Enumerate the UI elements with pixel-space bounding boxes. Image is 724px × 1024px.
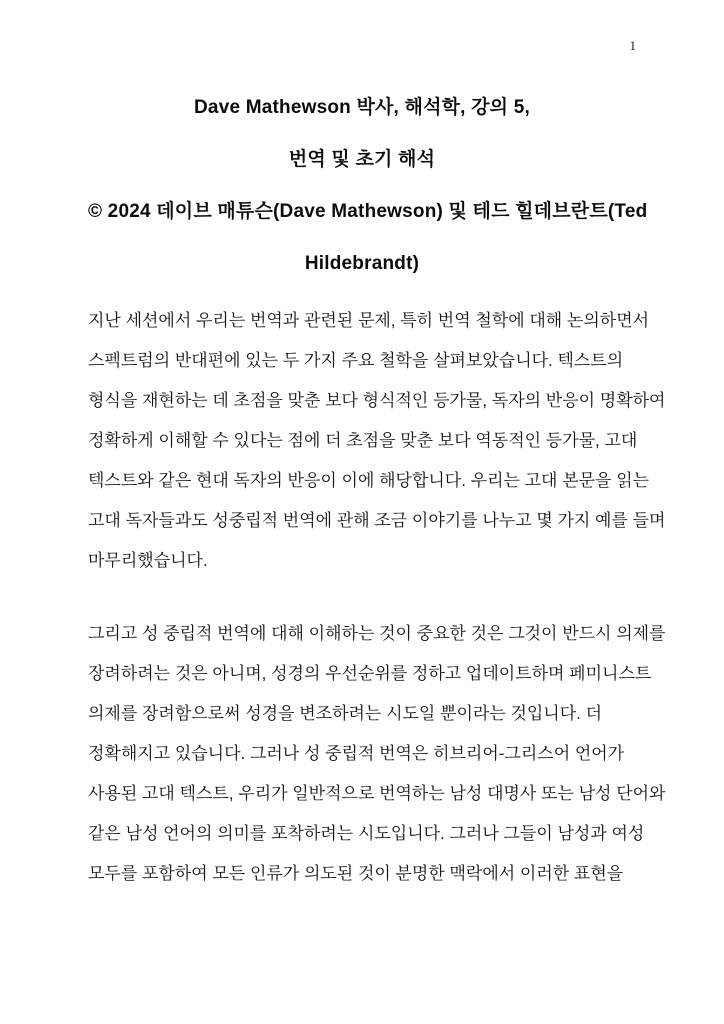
body-line: 텍스트와 같은 현대 독자의 반응이 이에 해당합니다. 우리는 고대 본문을 읽는 xyxy=(88,471,650,490)
body-line: 형식을 재현하는 데 초점을 맞춘 보다 형식적인 등가물, 독자의 반응이 명확하여 xyxy=(88,391,666,410)
title-line-2: 번역 및 초기 해석 xyxy=(288,149,436,170)
body-line: 고대 독자들과도 성중립적 번역에 관해 조금 이야기를 나누고 몇 가지 예를 들며 xyxy=(88,511,666,530)
copyright-line-2: Hildebrandt) xyxy=(304,253,420,274)
document-header xyxy=(88,82,648,290)
body-line: 정확하게 이해할 수 있다는 점에 더 초점을 맞춘 보다 역동적인 등가물, 고대 xyxy=(88,431,638,450)
copyright-line-1: © 2024 데이브 매튜슨(Dave Mathewson) 및 테드 힐데브란트(Ted xyxy=(88,201,648,222)
body-line: 모두를 포함하여 모든 인류가 의도된 것이 분명한 맥락에서 이러한 표현을 xyxy=(88,864,624,883)
body-line: 정확해지고 있습니다. 그러나 성 중립적 번역은 히브리어-그리스어 언어가 xyxy=(88,744,625,763)
body-line: 지난 세션에서 우리는 번역과 관련된 문제, 특히 번역 철학에 대해 논의하면서 xyxy=(88,311,650,330)
body-line: 그리고 성 중립적 번역에 대해 이해하는 것이 중요한 것은 그것이 반드시 의제를 xyxy=(88,624,666,643)
body-line: 스펙트럼의 반대편에 있는 두 가지 주요 철학을 살펴보았습니다. 텍스트의 xyxy=(88,351,624,370)
document-body xyxy=(88,301,666,894)
paragraph-1 xyxy=(88,301,666,581)
title-line-1: Dave Mathewson 박사, 해석학, 강의 5, xyxy=(194,97,530,118)
page-number: 1 xyxy=(629,38,636,53)
paragraph-2 xyxy=(88,614,666,894)
body-line: 마무리했습니다. xyxy=(88,551,208,570)
body-line: 같은 남성 언어의 의미를 포착하려는 시도입니다. 그러나 그들이 남성과 여성 xyxy=(88,824,645,843)
body-line: 사용된 고대 텍스트, 우리가 일반적으로 번역하는 남성 대명사 또는 남성 단어와 xyxy=(88,784,666,803)
body-line: 장려하려는 것은 아니며, 성경의 우선순위를 정하고 업데이트하며 페미니스트 xyxy=(88,664,652,683)
body-line: 의제를 장려함으로써 성경을 변조하려는 시도일 뿐이라는 것입니다. 더 xyxy=(88,704,603,723)
